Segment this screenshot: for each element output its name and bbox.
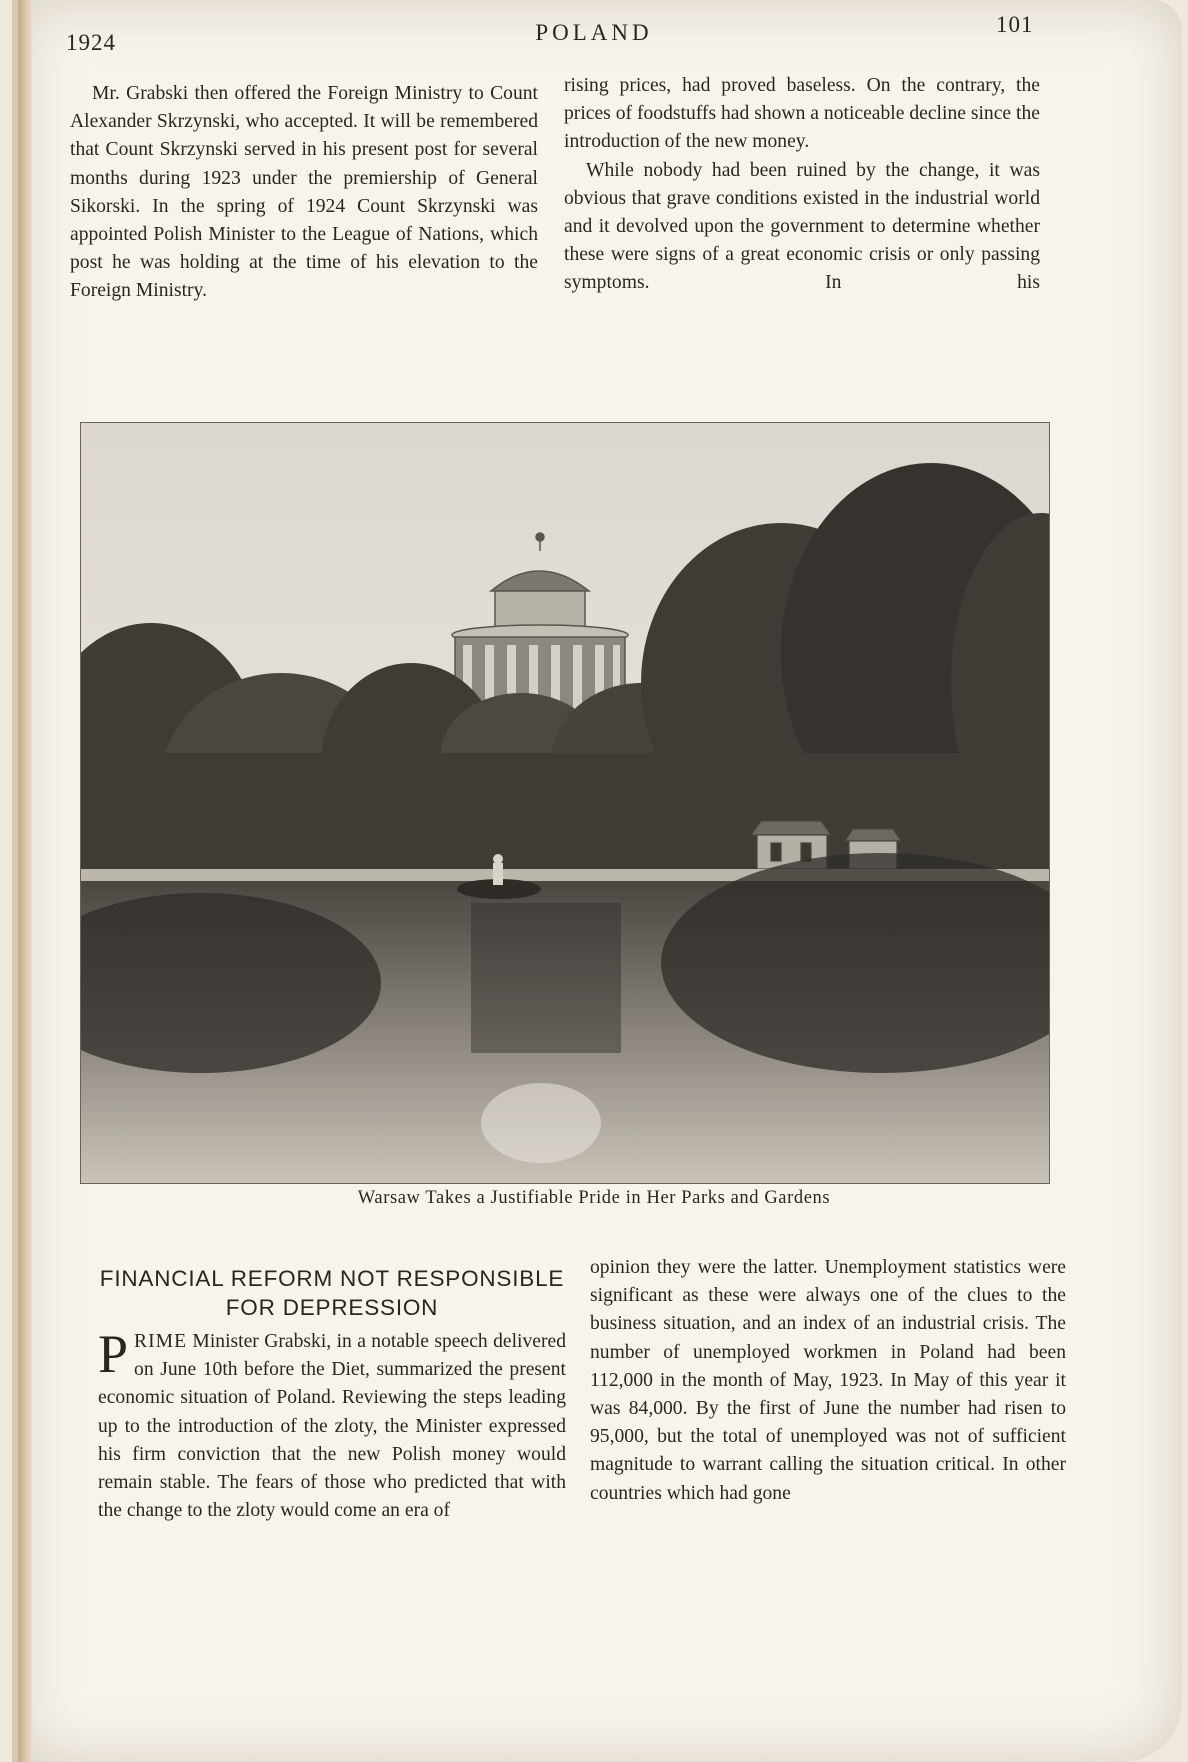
top-left-column	[70, 80, 538, 306]
paragraph-text: Minister Grabski, in a notable speech delivered on June 10th before the Diet, summarized the present economic situation of Poland. Reviewing the steps leading up to the introduction of the zloty, the Minister expressed his firm conviction that the new Polish money would remain stable. The fears of those who predicted that with the change to the zloty would come an era of	[98, 1331, 566, 1522]
running-head-title: POLAND	[535, 20, 653, 45]
paragraph: opinion they were the latter. Unemployment statistics were significant as these were always one of the clues to the business situation, and an index of an industrial crisis. The number of unemployed workmen in Poland had been 112,000 in the month of May, 1923. In May of this year it was 84,000. By the first of June the number had risen to 95,000, but the total of unemployed was not of sufficient magnitude to warrant calling the situation critical. In other countries which had gone	[590, 1257, 1066, 1504]
park-photograph	[80, 422, 1050, 1184]
page-number: 101	[996, 12, 1034, 37]
section-heading: FINANCIAL REFORM NOT RESPONSIBLE FOR DEPRESSION	[99, 1266, 565, 1320]
paragraph	[98, 1324, 566, 1525]
paragraph: rising prices, had proved baseless. On the contrary, the prices of foodstuffs had shown a noticeable decline since the introduction of the new money.	[564, 75, 1040, 153]
bottom-right-column	[590, 1254, 1066, 1508]
paragraph: Mr. Grabski then offered the Foreign Ministry to Count Alexander Skrzynski, who accepted. It will be remembered that Count Skrzynski served in his present post for several months during 1923 under the premiership of General Sikorski. In the spring of 1924 Count Skrzynski was appointed Polish Minister to the League of Nations, which post he was holding at the time of his elevation to the Foreign Ministry.	[70, 83, 538, 302]
bottom-left-column	[98, 1264, 566, 1525]
paragraph: While nobody had been ruined by the change, it was obvious that grave conditions existed in the industrial world and it devolved upon the government to determine whether these were signs of a great economic crisis or only passing symptoms. In his	[564, 159, 1040, 294]
photo-caption: Warsaw Takes a Justifiable Pride in Her Parks and Gardens	[357, 1188, 831, 1208]
drop-cap: P	[98, 1324, 129, 1384]
book-spine-shadow	[18, 0, 32, 1762]
top-right-column	[564, 72, 1040, 298]
lead-word: RIME	[134, 1331, 188, 1352]
running-head-year: 1924	[66, 30, 116, 55]
